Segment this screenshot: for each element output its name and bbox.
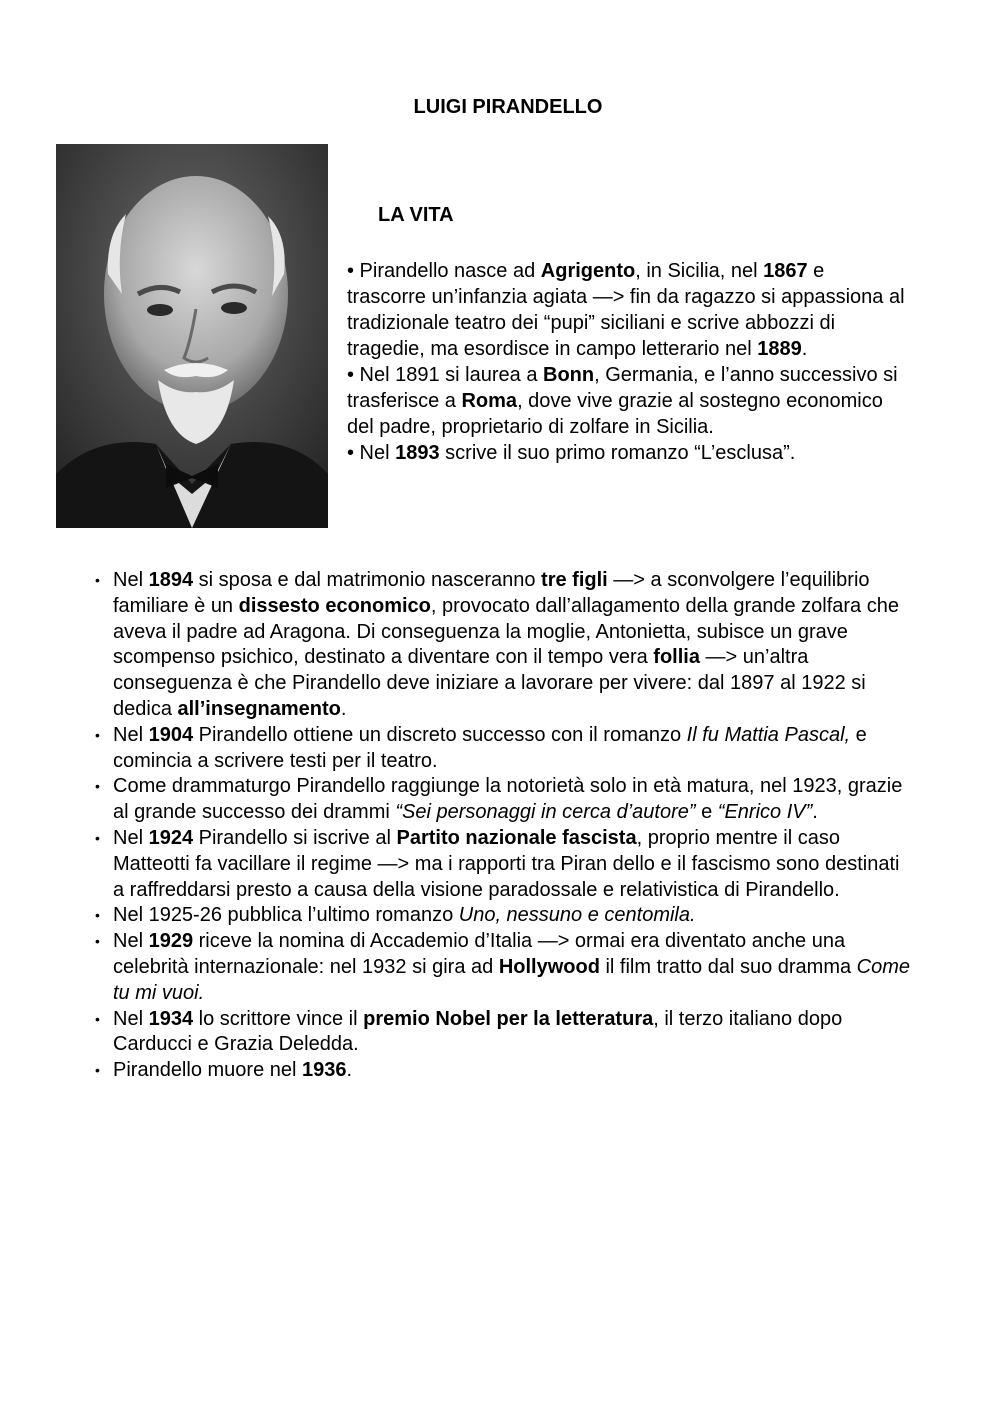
bold-run: 1893 <box>395 442 440 464</box>
text-run: , in Sicilia, nel <box>635 260 764 282</box>
text-run: e <box>695 801 718 824</box>
text-run: , il terzo italiano dopo Carducci e Grazia Deledda. <box>113 1007 843 1056</box>
text-run: , provocato dall’allagamento della grande zolfara che aveva il padre ad Aragona. Di conseguenza la moglie, Antonietta, subisce un grave scompenso psichico, destinato a diventare con il tempo vera <box>113 594 899 669</box>
list-item <box>92 826 912 903</box>
bold-run: 1867 <box>763 260 808 282</box>
bold-run: premio Nobel per la letteratura <box>363 1007 654 1030</box>
bold-run: Agrigento <box>540 260 636 282</box>
text-run: . <box>346 1059 353 1082</box>
text-run: e trascorre un’infanzia agiata —> fin da ragazzo si appassiona al tradizionale teatro dei “pupi” siciliani e scrive abbozzi di tragedie, ma esordisce in campo letterario nel <box>347 260 905 360</box>
list-item <box>92 929 912 1006</box>
italic-run: “Sei personaggi in cerca d’autore” <box>395 801 696 824</box>
bold-run: dissesto economico <box>238 594 431 617</box>
bold-run: all’insegnamento <box>177 697 341 720</box>
text-run: Nel 1925-26 pubblica l’ultimo romanzo <box>113 904 459 927</box>
text-run: Nel <box>113 1007 149 1030</box>
bold-run: 1936 <box>302 1059 347 1082</box>
text-run: Pirandello si iscrive al <box>193 826 397 849</box>
text-run: —> un’altra conseguenza è che Pirandello deve iniziare a lavorare per vivere: dal 1897 al 1922 si dedica <box>113 646 866 720</box>
page-title: LUIGI PIRANDELLO <box>413 96 603 118</box>
text-run: Nel <box>113 569 149 591</box>
bold-run: 1929 <box>148 930 194 953</box>
list-item <box>92 1007 912 1059</box>
portrait-photo <box>56 144 328 528</box>
text-run: . <box>340 697 347 720</box>
list-item <box>92 1058 912 1084</box>
life-paragraph <box>347 362 907 440</box>
italic-run: Uno, nessuno e centomila. <box>458 904 696 927</box>
bold-run: Hollywood <box>498 955 600 978</box>
life-paragraph <box>347 440 907 466</box>
bold-run: 1894 <box>148 569 194 591</box>
bullet: • <box>95 1010 100 1027</box>
bold-run: 1924 <box>148 826 194 849</box>
section-title: LA VITA <box>378 204 454 226</box>
bold-run: Partito nazionale fascista <box>396 826 637 849</box>
bold-run: tre figli <box>541 569 608 591</box>
bold-run: follia <box>653 646 700 669</box>
bullet: • <box>95 1062 100 1079</box>
text-run: il film tratto dal suo dramma <box>599 955 857 978</box>
life-paragraphs <box>347 258 907 466</box>
text-run: Nel <box>113 930 149 953</box>
text-run: e comincia a scrivere testi per il teatro. <box>113 723 867 772</box>
bullet: • <box>95 572 100 588</box>
text-run: • Nel 1891 si laurea a <box>347 364 544 386</box>
text-run: . <box>801 338 808 360</box>
text-run: si sposa e dal matrimonio nasceranno <box>193 569 542 591</box>
bold-run: Roma <box>461 390 518 412</box>
text-run: . <box>812 801 818 824</box>
italic-run: Come tu mi vuoi. <box>113 955 911 1004</box>
text-run: Pirandello muore nel <box>113 1059 302 1082</box>
text-run: Nel <box>113 826 149 849</box>
text-run: —> a sconvolgere l’equilibrio familiare è un <box>113 569 870 617</box>
text-run: , Germania, e l’anno successivo si trasferisce a <box>347 364 898 412</box>
list-item <box>92 723 912 775</box>
text-run: Pirandello ottiene un discreto successo con il romanzo <box>193 723 687 746</box>
life-paragraph <box>347 258 907 362</box>
bullet: • <box>95 933 100 950</box>
bold-run: 1934 <box>148 1007 194 1030</box>
text-run: , dove vive grazie al sostegno economico del padre, proprietario di zolfare in Sicilia. <box>347 390 883 438</box>
bullet: • <box>95 907 100 924</box>
text-run: riceve la nomina di Accademio d’Italia —> ormai era diventato anche una celebrità internazionale: nel 1932 si gira ad <box>113 930 846 978</box>
bullet: • <box>95 726 100 743</box>
list-item <box>92 774 912 826</box>
text-run: scrive il suo primo romanzo “L’esclusa”. <box>439 442 796 464</box>
text-run: Nel <box>113 723 149 746</box>
italic-run: “Enrico IV” <box>717 801 813 824</box>
text-run: • Pirandello nasce ad <box>347 260 541 282</box>
list-item <box>92 568 912 723</box>
biography-list <box>92 568 912 1084</box>
bullet: • <box>95 829 100 846</box>
text-run: Come drammaturgo Pirandello raggiunge la notorietà solo in età matura, nel 1923, grazie al grande successo dei drammi <box>113 775 903 824</box>
list-item <box>92 903 912 929</box>
text-run: • Nel <box>347 442 396 464</box>
bold-run: 1904 <box>148 723 194 746</box>
italic-run: Il fu Mattia Pascal, <box>686 723 851 746</box>
portrait-illustration <box>56 144 328 528</box>
bold-run: Bonn <box>543 364 595 386</box>
text-run: lo scrittore vince il <box>193 1007 364 1030</box>
text-run: , proprio mentre il caso Matteotti fa vacillare il regime —> ma i rapporti tra Piran dello e il fascismo sono destinati a raffreddarsi presto a causa della visione paradossale e relativistica di Pirandello. <box>113 826 900 901</box>
bold-run: 1889 <box>757 338 802 360</box>
bullet: • <box>95 778 100 795</box>
